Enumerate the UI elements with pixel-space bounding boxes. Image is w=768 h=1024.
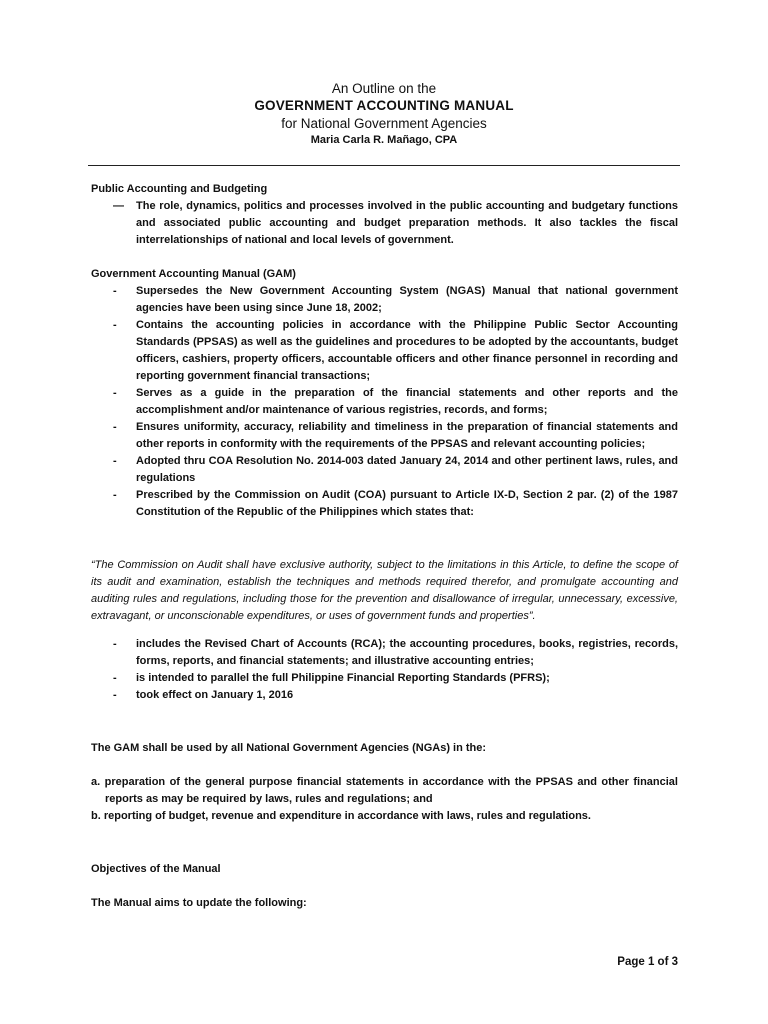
- objectives-intro: The Manual aims to update the following:: [91, 897, 307, 909]
- list-item: [91, 385, 678, 419]
- header-line-3: for National Government Agencies: [281, 116, 487, 131]
- section-title-public-accounting: Public Accounting and Budgeting: [91, 183, 268, 195]
- document-title: GOVERNMENT ACCOUNTING MANUAL: [254, 98, 514, 113]
- list-item: [91, 317, 678, 385]
- list-item-text: includes the Revised Chart of Accounts (RCA); the accounting procedures, books, registries, records, forms, reports, and financial statements; and illustrative accounting entries;: [136, 638, 678, 667]
- page-number: Page 1 of 3: [617, 956, 678, 968]
- dash-marker: -: [113, 672, 117, 684]
- usage-list: [91, 774, 678, 825]
- list-item-text: is intended to parallel the full Philippine Financial Reporting Standards (PFRS);: [136, 672, 550, 684]
- list-item: [91, 419, 678, 453]
- list-item-text: Supersedes the New Government Accounting System (NGAS) Manual that national government agencies have been using since June 18, 2002;: [136, 285, 678, 314]
- list-item: [91, 687, 678, 704]
- usage-intro: The GAM shall be used by all National Government Agencies (NGAs) in the:: [91, 742, 487, 754]
- em-dash-marker: —: [113, 200, 124, 212]
- list-item-text: Adopted thru COA Resolution No. 2014-003 dated January 24, 2014 and other pertinent laws, rules, and regulations: [136, 455, 678, 484]
- dash-marker: -: [113, 285, 117, 297]
- header-divider: [88, 165, 680, 166]
- dash-marker: -: [113, 387, 117, 399]
- dash-marker: -: [113, 638, 117, 650]
- dash-marker: -: [113, 455, 117, 467]
- list-item: [91, 636, 678, 670]
- gam-list: [91, 283, 678, 521]
- list-item: [91, 283, 678, 317]
- dash-marker: -: [113, 319, 117, 331]
- list-item-text: The role, dynamics, politics and processes involved in the public accounting and budgetary functions and associated public accounting and budget preparation methods. It also tackles the fiscal interrelationships of national and local levels of government.: [136, 200, 678, 246]
- list-item: [91, 487, 678, 521]
- dash-marker: -: [113, 421, 117, 433]
- document-header: [0, 80, 768, 148]
- list-item-text: Prescribed by the Commission on Audit (COA) pursuant to Article IX-D, Section 2 par. (2) of the 1987 Constitution of the Republic of the Philippines which states that:: [136, 489, 678, 518]
- list-item-text: Serves as a guide in the preparation of the financial statements and other reports and the accomplishment and/or maintenance of various registries, records, and forms;: [136, 387, 678, 416]
- list-item-text: Contains the accounting policies in accordance with the Philippine Public Sector Accounting Standards (PPSAS) as well as the guidelines and procedures to be adopted by the accountants, budget officers, cashiers, property officers, accountable officers and other finance personnel in recording and reporting government financial transactions;: [136, 319, 678, 382]
- dash-marker: -: [113, 489, 117, 501]
- author-name: Maria Carla R. Mañago, CPA: [310, 134, 458, 146]
- document-body: [91, 181, 678, 912]
- public-accounting-list: [91, 198, 678, 249]
- list-item: [91, 198, 678, 249]
- section-title-gam: Government Accounting Manual (GAM): [91, 268, 296, 280]
- header-line-1: An Outline on the: [331, 81, 437, 96]
- list-item: [91, 453, 678, 487]
- gam-list-continued: [91, 636, 678, 704]
- dash-marker: -: [113, 689, 117, 701]
- list-item: a. preparation of the general purpose financial statements in accordance with the PPSAS and other financial reports as may be required by laws, rules and regulations; and: [91, 776, 678, 805]
- list-item: [91, 670, 678, 687]
- list-item: b. reporting of budget, revenue and expenditure in accordance with laws, rules and regulations.: [91, 810, 591, 822]
- section-title-objectives: Objectives of the Manual: [91, 863, 221, 875]
- list-item-text: took effect on January 1, 2016: [136, 689, 294, 701]
- constitution-quote: “The Commission on Audit shall have exclusive authority, subject to the limitations in this Article, to define the scope of its audit and examination, establish the techniques and methods required therefor, and promulgate accounting and auditing rules and regulations, including those for the prevention and disallowance of irregular, unnecessary, excessive, extravagant, or unconscionable expenditures, or uses of government funds and properties”.: [91, 559, 678, 622]
- list-item-text: Ensures uniformity, accuracy, reliability and timeliness in the preparation of financial statements and other reports in conformity with the requirements of the PPSAS and relevant accounting policies;: [136, 421, 678, 450]
